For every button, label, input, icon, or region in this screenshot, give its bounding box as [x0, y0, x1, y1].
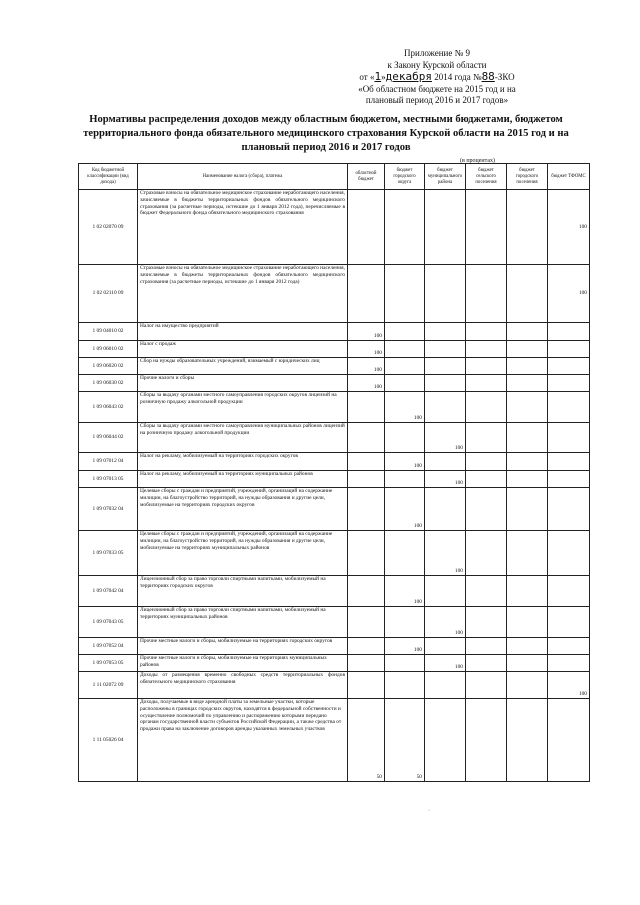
cell-mr	[425, 392, 466, 423]
appendix-law: к Закону Курской области	[387, 59, 487, 70]
table-row	[79, 375, 590, 392]
row-code: 1 02 02070 09	[79, 190, 138, 265]
cell-go	[385, 341, 425, 358]
row-name: Доходы от размещения временно свободных средств территориальных фондов обязательного медицинского страхования	[138, 672, 348, 699]
unit-note: (в процентах)	[460, 158, 495, 164]
cell-go: 100	[385, 488, 425, 531]
table-header-row	[79, 164, 590, 190]
cell-gp	[507, 323, 548, 341]
law-number: 88	[481, 70, 495, 83]
cell-gp	[507, 392, 548, 423]
cell-sp	[466, 607, 507, 638]
cell-sp	[466, 323, 507, 341]
cell-sp	[466, 672, 507, 699]
cell-go	[385, 358, 425, 375]
cell-sp	[466, 471, 507, 488]
row-code: 1 09 06043 02	[79, 392, 138, 423]
cell-obl	[348, 607, 385, 638]
col-header: областной бюджет	[348, 164, 385, 190]
cell-gp	[507, 531, 548, 576]
cell-obl	[348, 190, 385, 265]
cell-mr	[425, 375, 466, 392]
cell-tfoms	[548, 471, 590, 488]
cell-mr	[425, 576, 466, 607]
row-name: Прочие местные налоги и сборы, мобилизуемые на территориях городских округов	[138, 638, 348, 655]
cell-obl	[348, 471, 385, 488]
table-row	[79, 265, 590, 323]
cell-tfoms	[548, 423, 590, 453]
appendix-number: Приложение № 9	[404, 48, 470, 58]
cell-gp	[507, 423, 548, 453]
row-name: Лицензионный сбор за право торговли спиртными напитками, мобилизуемый на территориях городских округов	[138, 576, 348, 607]
cell-tfoms	[548, 488, 590, 531]
cell-go: 50	[385, 699, 425, 782]
cell-gp	[507, 672, 548, 699]
cell-gp	[507, 576, 548, 607]
row-name: Лицензионный сбор за право торговли спиртными напитками, мобилизуемый на территориях муниципальных районов	[138, 607, 348, 638]
cell-obl	[348, 392, 385, 423]
row-code: 1 09 07013 05	[79, 471, 138, 488]
cell-sp	[466, 638, 507, 655]
appendix-date: от «1»декабря 2014 года №88-ЗКО	[359, 70, 515, 83]
table-row	[79, 699, 590, 782]
col-header: бюджет городского поселения	[507, 164, 548, 190]
cell-tfoms	[548, 323, 590, 341]
cell-go	[385, 375, 425, 392]
cell-tfoms	[548, 531, 590, 576]
cell-tfoms	[548, 375, 590, 392]
row-code: 1 09 04010 02	[79, 323, 138, 341]
cell-tfoms	[548, 699, 590, 782]
cell-gp	[507, 655, 548, 672]
col-header: бюджет городского округа	[385, 164, 425, 190]
row-code: 1 09 06044 02	[79, 423, 138, 453]
table-row	[79, 453, 590, 471]
document-title: Нормативы распределения доходов между областным бюджетом, местными бюджетами, бюджетом территориального фонда обязательного медицинского страхования Курской области на 2015 год и на плановый период 2016 и 2017 годов	[83, 114, 569, 153]
row-code: 1 11 02072 09	[79, 672, 138, 699]
cell-sp	[466, 392, 507, 423]
row-name: Страховые взносы на обязательное медицинское страхование неработающего населения, зачисляемые в бюджеты территориальных фондов обязательного медицинского страхования (за расчетные периоды, истекшие до 1 января 2012 года), перечисляемые в бюджет Федерального фонда обязательного медицинского страхования	[138, 190, 348, 265]
table-row	[79, 341, 590, 358]
row-code: 1 09 06030 02	[79, 375, 138, 392]
cell-tfoms	[548, 392, 590, 423]
row-code: 1 09 07012 04	[79, 453, 138, 471]
cell-go: 100	[385, 392, 425, 423]
table-row	[79, 672, 590, 699]
cell-go	[385, 531, 425, 576]
cell-obl: 100	[348, 341, 385, 358]
cell-tfoms	[548, 607, 590, 638]
col-header: Код бюджетной классификации (вид дохода)	[79, 164, 138, 190]
row-code: 1 09 07043 05	[79, 607, 138, 638]
table-row	[79, 607, 590, 638]
cell-gp	[507, 607, 548, 638]
cell-mr	[425, 672, 466, 699]
cell-mr: 100	[425, 531, 466, 576]
cell-mr: 100	[425, 423, 466, 453]
cell-mr	[425, 358, 466, 375]
row-code: 1 09 06010 02	[79, 341, 138, 358]
appendix-header	[342, 48, 532, 107]
row-code: 1 02 02110 09	[79, 265, 138, 323]
cell-obl: 100	[348, 323, 385, 341]
cell-tfoms	[548, 358, 590, 375]
cell-tfoms: 100	[548, 190, 590, 265]
table-row	[79, 488, 590, 531]
cell-sp	[466, 699, 507, 782]
row-name: Прочие местные налоги и сборы, мобилизуемые на территориях муниципальных районов	[138, 655, 348, 672]
table-row	[79, 576, 590, 607]
row-name: Целевые сборы с граждан и предприятий, учреждений, организаций на содержание милиции, на благоустройство территорий, на нужды образования и другие цели, мобилизуемые на территориях городских округов	[138, 488, 348, 531]
row-code: 1 09 07052 04	[79, 638, 138, 655]
table-row	[79, 392, 590, 423]
budget-line-2: плановый период 2016 и 2017 годов»	[365, 95, 509, 105]
cell-go	[385, 265, 425, 323]
cell-gp	[507, 638, 548, 655]
cell-obl: 100	[348, 375, 385, 392]
cell-mr: 100	[425, 471, 466, 488]
scan-mark: ·	[428, 808, 430, 814]
cell-obl	[348, 672, 385, 699]
table-row	[79, 358, 590, 375]
cell-gp	[507, 341, 548, 358]
cell-sp	[466, 488, 507, 531]
cell-go: 100	[385, 576, 425, 607]
cell-mr	[425, 323, 466, 341]
row-name: Сборы за выдачу органами местного самоуправления городских округов лицензий на розничную продажу алкогольной продукции	[138, 392, 348, 423]
cell-obl	[348, 655, 385, 672]
row-name: Налог с продаж	[138, 341, 348, 358]
date-day: 1	[374, 70, 382, 83]
row-name: Налог на рекламу, мобилизуемый на территориях муниципальных районов	[138, 471, 348, 488]
cell-obl: 50	[348, 699, 385, 782]
col-header: бюджет ТФОМС	[548, 164, 590, 190]
row-code: 1 11 05026 04	[79, 699, 138, 782]
row-code: 1 09 07053 05	[79, 655, 138, 672]
cell-gp	[507, 190, 548, 265]
cell-gp	[507, 471, 548, 488]
cell-go	[385, 607, 425, 638]
cell-gp	[507, 488, 548, 531]
cell-sp	[466, 423, 507, 453]
cell-obl	[348, 423, 385, 453]
cell-sp	[466, 341, 507, 358]
cell-tfoms: 100	[548, 265, 590, 323]
cell-go: 100	[385, 638, 425, 655]
col-header: Наименование налога (сбора), платежа	[138, 164, 348, 190]
cell-mr	[425, 341, 466, 358]
cell-mr	[425, 638, 466, 655]
table-row	[79, 655, 590, 672]
cell-go	[385, 423, 425, 453]
cell-obl: 100	[348, 358, 385, 375]
cell-tfoms	[548, 576, 590, 607]
row-code: 1 09 07032 04	[79, 488, 138, 531]
cell-obl	[348, 265, 385, 323]
cell-mr	[425, 190, 466, 265]
cell-mr	[425, 488, 466, 531]
cell-obl	[348, 453, 385, 471]
row-name: Страховые взносы на обязательное медицинское страхование неработающего населения, зачисляемые в бюджеты территориальных фондов обязательного медицинского страхования (за расчетные периоды, истекшие до 1 января 2012 года)	[138, 265, 348, 323]
cell-go	[385, 672, 425, 699]
cell-obl	[348, 531, 385, 576]
cell-gp	[507, 265, 548, 323]
cell-mr: 100	[425, 655, 466, 672]
table-row	[79, 423, 590, 453]
cell-go	[385, 471, 425, 488]
cell-go	[385, 323, 425, 341]
cell-tfoms	[548, 453, 590, 471]
cell-obl	[348, 488, 385, 531]
cell-gp	[507, 358, 548, 375]
cell-mr	[425, 699, 466, 782]
row-code: 1 09 07033 05	[79, 531, 138, 576]
row-name: Прочие налоги и сборы	[138, 375, 348, 392]
row-name: Целевые сборы с граждан и предприятий, учреждений, организаций на содержание милиции, на благоустройство территорий, на нужды образования и другие цели, мобилизуемые на территориях муниципальных районов	[138, 531, 348, 576]
cell-mr	[425, 453, 466, 471]
cell-sp	[466, 576, 507, 607]
date-month: декабря	[385, 70, 432, 83]
row-name: Налог на рекламу, мобилизуемый на территориях городских округов	[138, 453, 348, 471]
cell-mr: 100	[425, 607, 466, 638]
cell-tfoms	[548, 655, 590, 672]
col-header: бюджет сельского поселения	[466, 164, 507, 190]
table-row	[79, 471, 590, 488]
cell-go	[385, 655, 425, 672]
table-row	[79, 531, 590, 576]
cell-tfoms	[548, 341, 590, 358]
cell-tfoms: 100	[548, 672, 590, 699]
cell-sp	[466, 265, 507, 323]
cell-go	[385, 190, 425, 265]
cell-sp	[466, 655, 507, 672]
cell-go: 100	[385, 453, 425, 471]
cell-sp	[466, 375, 507, 392]
row-name: Сбор на нужды образовательных учреждений, взимаемый с юридических лиц	[138, 358, 348, 375]
norms-table	[78, 163, 590, 782]
cell-obl	[348, 576, 385, 607]
table-row	[79, 323, 590, 341]
table-row	[79, 190, 590, 265]
budget-line-1: «Об областном бюджете на 2015 год и на	[358, 83, 516, 94]
col-header: бюджет муниципального района	[425, 164, 466, 190]
cell-sp	[466, 190, 507, 265]
row-code: 1 09 06020 02	[79, 358, 138, 375]
row-name: Налог на имущество предприятий	[138, 323, 348, 341]
cell-sp	[466, 531, 507, 576]
cell-gp	[507, 699, 548, 782]
row-name: Сборы за выдачу органами местного самоуправления муниципальных районов лицензий на розничную продажу алкогольной продукции	[138, 423, 348, 453]
cell-gp	[507, 375, 548, 392]
cell-sp	[466, 358, 507, 375]
cell-sp	[466, 453, 507, 471]
cell-gp	[507, 453, 548, 471]
cell-tfoms	[548, 638, 590, 655]
table-row	[79, 638, 590, 655]
row-name: Доходы, получаемые в виде арендной платы за земельные участки, которые расположены в границах городских округов, находятся в федеральной собственности и осуществление полномочий по управлению и распоряжению которыми передано органам государственной власти субъектов Российской Федерации, а также средства от продажи права на заключение договоров аренды указанных земельных участков	[138, 699, 348, 782]
row-code: 1 09 07042 04	[79, 576, 138, 607]
cell-obl	[348, 638, 385, 655]
cell-mr	[425, 265, 466, 323]
